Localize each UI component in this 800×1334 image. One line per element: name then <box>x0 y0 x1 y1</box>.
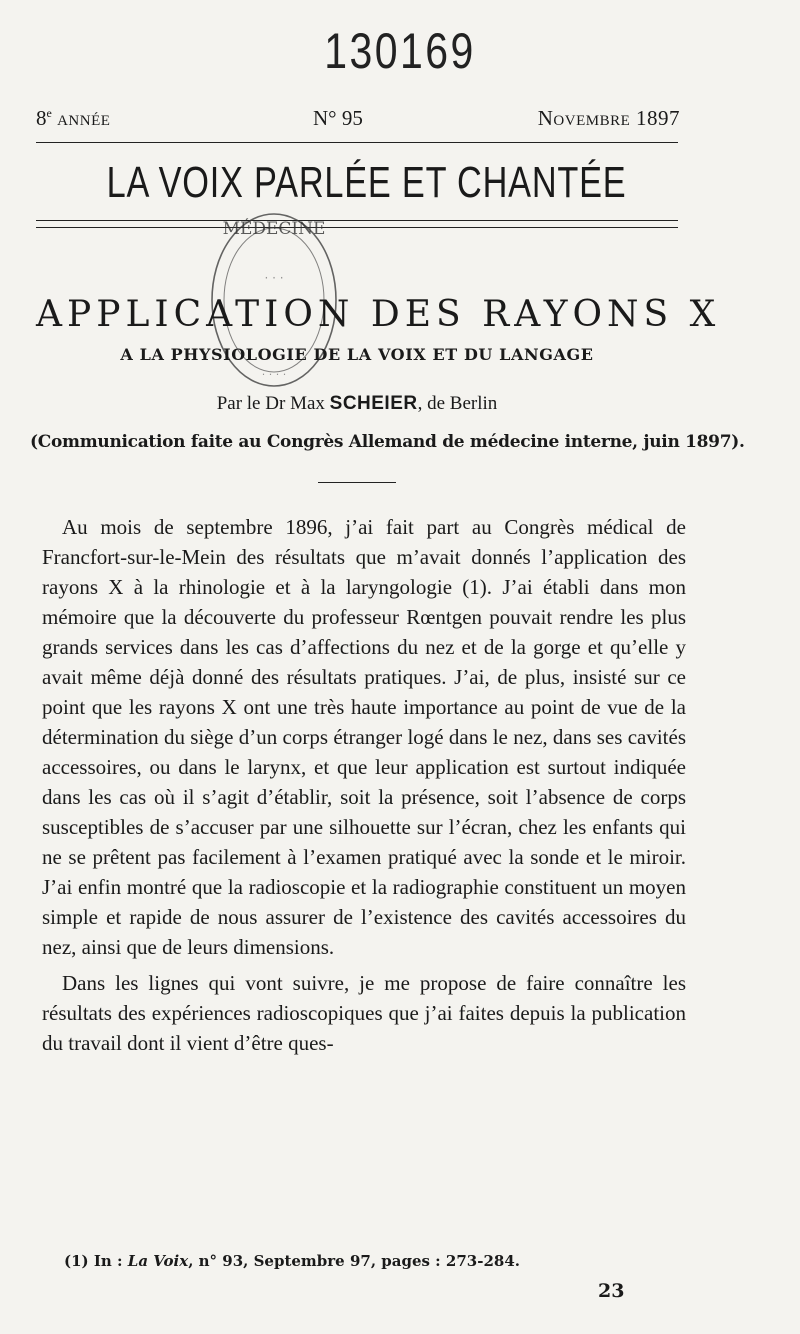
seal-text: MÉDECINE <box>222 219 326 239</box>
byline-suffix: , de Berlin <box>417 393 498 414</box>
byline-prefix: Par le <box>216 393 261 414</box>
year-number: 8 <box>36 106 47 130</box>
library-stamp-number: 130169 <box>324 23 476 79</box>
body-paragraph-2: Dans les lignes qui vont suivre, je me propose de faire connaître les résultats des expériences radioscopiques que j’ai faites depuis la publication du travail dont il vient d’être ques- <box>42 971 686 1055</box>
article-subtitle: A LA PHYSIOLOGIE DE LA VOIX ET DU LANGAGE <box>120 345 594 364</box>
masthead-rule-thin <box>36 227 678 228</box>
year-word: année <box>57 106 111 130</box>
issue-date: Novembre 1897 <box>537 106 680 130</box>
article-title: APPLICATION DES RAYONS X <box>36 294 721 335</box>
journal-masthead: LA VOIX PARLÉE ET CHANTÉE <box>106 158 627 207</box>
issue-number: N° 95 <box>313 106 363 130</box>
article-byline <box>36 393 678 415</box>
year-label <box>36 106 110 131</box>
body-paragraph-1: Au mois de septembre 1896, j’ai fait part au Congrès médical de Francfort-sur-le-Mein des résultats que m’avait donnés l’application des rayons X à la rhinologie et à la laryngologie (1). J’ai établi dans mon mémoire que la découverte du professeur Rœntgen pouvait rendre les plus grands services dans les cas d’affections du nez et de la gorge et qu’elle y avait même déjà donné des résultats pratiques. J’ai, de plus, insisté sur ce point que les rayons X ont une très haute importance au point de vue de la détermination du siège d’un corps étranger logé dans le nez, dans ses cavités accessoires, ou dans le larynx, et que leur application est surtout indiquée dans les cas où il s’agit d’établir, soit la présence, soit l’absence de corps susceptibles de s’accuser par une silhouette sur l’écran, chez les enfants qui ne se prêtent pas facilement à l’examen pratiqué avec la sonde et le miroir. J’ai enfin montré que la radioscopie et la radiographie constituent un moyen simple et rapide de nous assurer de l’existence des cavités accessoires du nez, ainsi que de leurs dimensions. <box>42 515 686 959</box>
masthead-rule-thick <box>36 220 678 221</box>
svg-text:· · · ·: · · · · <box>261 368 287 381</box>
author-first-name: Max <box>290 393 325 414</box>
page-number: 23 <box>598 1280 625 1302</box>
article-body <box>42 512 686 1058</box>
footnote <box>64 1252 664 1270</box>
year-suffix: e <box>46 106 52 120</box>
author-surname: SCHEIER <box>329 393 418 414</box>
communication-note: (Communication faite au Congrès Allemand de médecine interne, juin 1897). <box>30 432 745 452</box>
section-divider <box>318 482 396 483</box>
footnote-journal: La Voix <box>127 1252 189 1270</box>
author-title: Dr <box>265 393 286 414</box>
issue-header <box>36 106 680 134</box>
svg-text:· · ·: · · · <box>264 271 284 285</box>
header-rule <box>36 142 678 143</box>
footnote-marker: (1) In : <box>64 1252 123 1270</box>
footnote-details: , n° 93, Septembre 97, pages : 273-284. <box>188 1252 520 1270</box>
